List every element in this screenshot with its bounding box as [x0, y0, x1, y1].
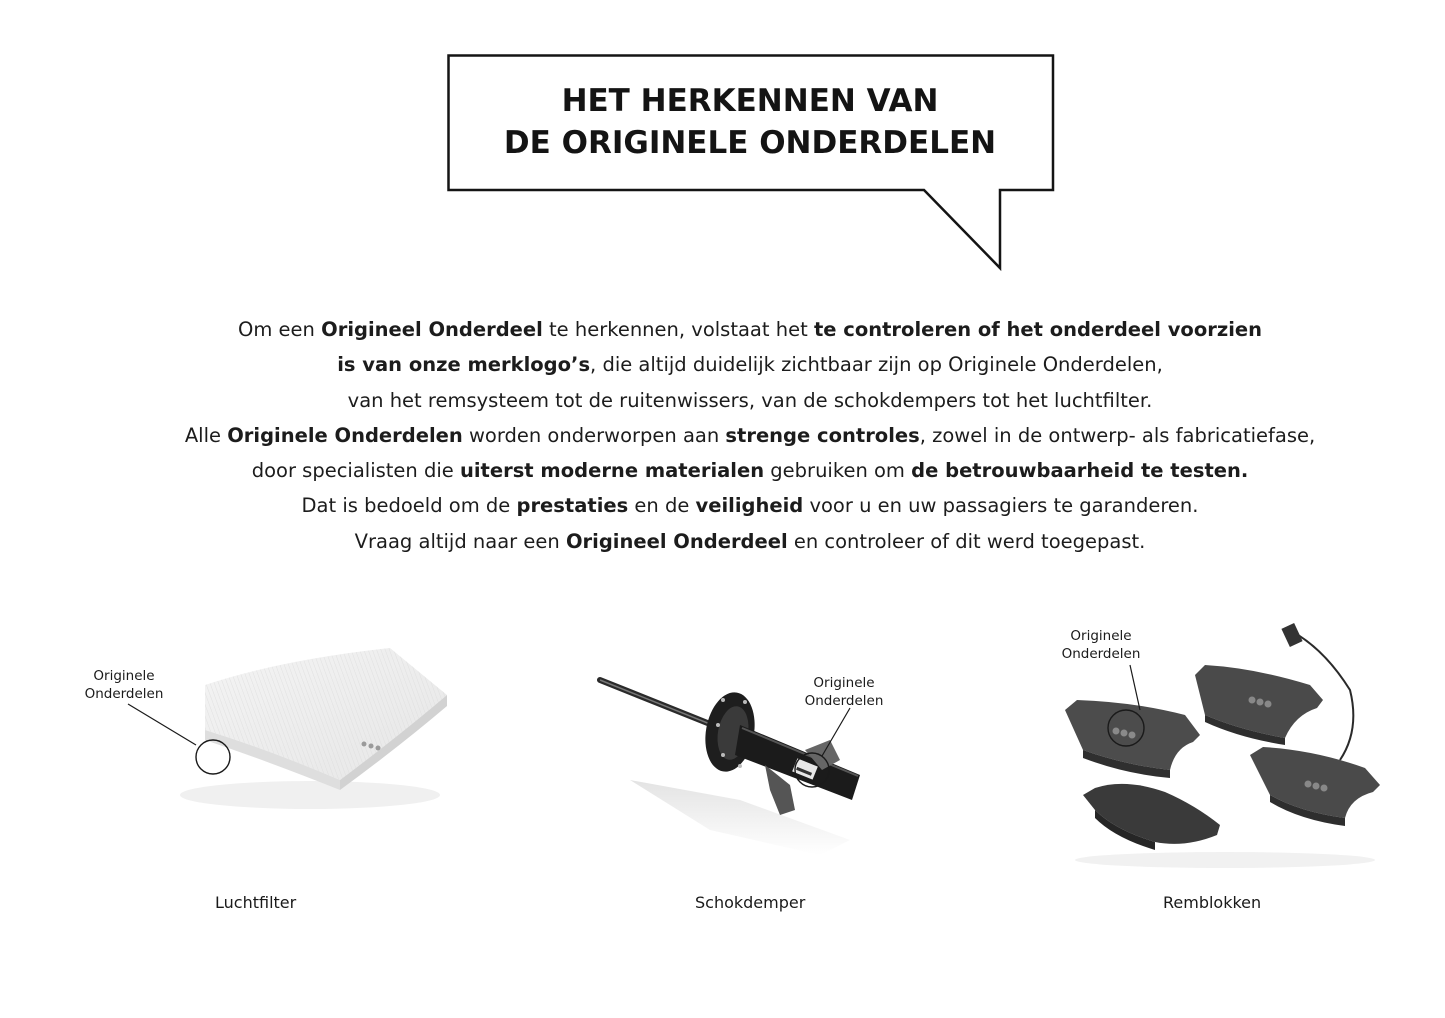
- text-run-bold: strenge controles: [725, 423, 920, 447]
- air-filter-callout-marker: [120, 700, 240, 780]
- text-run: , die altijd duidelijk zichtbaar zijn op Originele Onderdelen,: [590, 353, 1163, 377]
- text-run: door specialisten die: [251, 459, 460, 483]
- text-run-bold: Origineel Onderdeel: [321, 318, 543, 341]
- text-run-bold: Origineel Onderdeel: [565, 529, 788, 553]
- paragraph-line-1: [100, 312, 1400, 347]
- text-run-bold: Originele Onderdelen: [227, 423, 463, 447]
- text-run: gebruiken om: [764, 459, 912, 483]
- shock-absorber-callout: [798, 674, 890, 710]
- text-run: van het remsysteem tot de ruitenwissers, van de schokdempers tot het luchtfilter.: [347, 388, 1153, 412]
- text-run-bold: is van onze merklogo’s: [337, 353, 591, 377]
- page-title-line-2: DE ORIGINELE ONDERDELEN: [503, 125, 997, 161]
- callout-line-1: Originele: [93, 668, 155, 684]
- text-run: Vraag altijd naar een: [354, 529, 566, 553]
- page-title: [447, 80, 1053, 164]
- text-run-bold: te controleren of het onderdeel voorzien: [813, 318, 1262, 341]
- brake-pads-callout: [1055, 627, 1147, 663]
- callout-line-2: Onderdelen: [1061, 646, 1141, 662]
- text-run: te herkennen, volstaat het: [542, 318, 814, 341]
- text-run: , zowel in de ontwerp- als fabricatiefase,: [919, 423, 1316, 447]
- text-run: Om een: [238, 318, 322, 341]
- callout-line-2: Onderdelen: [84, 686, 164, 702]
- text-run-bold: uiterst moderne materialen: [459, 459, 765, 483]
- callout-line-1: Originele: [813, 675, 875, 691]
- product-caption: Remblokken: [1163, 893, 1262, 912]
- callout-line-1: Originele: [1070, 628, 1132, 644]
- product-caption: Luchtfilter: [215, 893, 297, 912]
- text-run-bold: de betrouwbaarheid te testen.: [911, 459, 1249, 483]
- text-run: en de: [628, 494, 696, 518]
- paragraph-line-4: [100, 418, 1400, 453]
- callout-line-2: Onderdelen: [804, 693, 884, 709]
- paragraph-line-5: [100, 453, 1400, 488]
- paragraph-line-3: [100, 383, 1400, 418]
- shock-absorber-callout-marker: [780, 700, 860, 800]
- text-run: en controleer of dit werd toegepast.: [787, 529, 1146, 553]
- text-run: worden onderworpen aan: [462, 423, 726, 447]
- text-run-bold: prestaties: [516, 494, 629, 518]
- page-title-line-1: HET HERKENNEN VAN: [561, 83, 939, 119]
- intro-paragraph: [100, 312, 1400, 559]
- air-filter-callout: [78, 667, 170, 703]
- brake-pads-callout-marker: [1090, 660, 1170, 760]
- paragraph-line-7: [100, 524, 1400, 559]
- text-run: voor u en uw passagiers te garanderen.: [803, 494, 1199, 518]
- paragraph-line-6: [100, 488, 1400, 523]
- product-caption: Schokdemper: [695, 893, 806, 912]
- text-run: Dat is bedoeld om de: [301, 494, 517, 518]
- paragraph-line-2: [100, 347, 1400, 382]
- text-run: Alle: [184, 423, 228, 447]
- text-run-bold: veiligheid: [695, 494, 804, 518]
